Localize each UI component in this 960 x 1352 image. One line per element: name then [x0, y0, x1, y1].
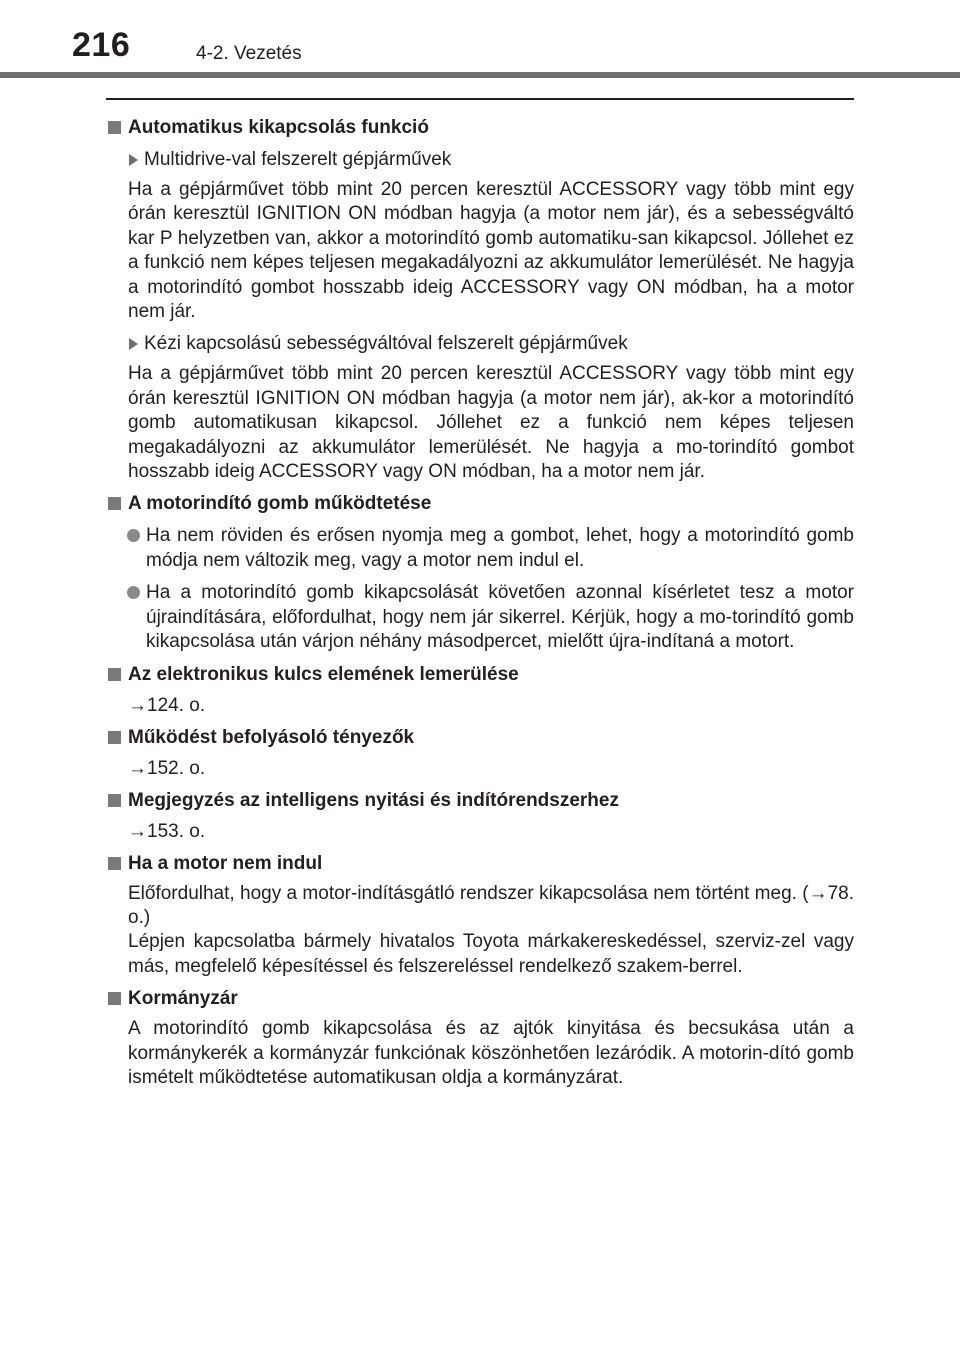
list-item: Ha a motorindító gomb kikapcsolását követően azonnal kísérletet tesz a motor újraindítására, előfordulhat, hogy nem jár sikerrel. Kérjük, hogy a mo-torindító gomb kikapcsolása után várjon néhány másodpercet, mielőtt újra-indítaná a motort. — [106, 581, 854, 654]
sub-heading: Kézi kapcsolású sebességváltóval felszerelt gépjárművek — [106, 332, 854, 356]
circle-bullet-icon — [127, 529, 140, 542]
section-heading: Automatikus kikapcsolás funkció — [106, 116, 854, 140]
section-engine-not-starting — [106, 852, 854, 980]
paragraph: A motorindító gomb kikapcsolása és az ajtók kinyitása és becsukása után a kormánykerék a kormányzár funkciónak köszönhetően lezáródik. A motorin-dító gomb ismételt működtetése automatikusan oldja a kormányzárat. — [128, 1018, 854, 1088]
section-title: 4-2. Vezetés — [196, 43, 302, 64]
page-reference: →153. o. — [128, 820, 206, 842]
content-top-rule — [106, 98, 854, 100]
square-bullet-icon — [108, 857, 121, 870]
section-heading: Megjegyzés az intelligens nyitási és indítórendszerhez — [106, 789, 854, 813]
page-content — [106, 108, 854, 1090]
section-key-battery — [106, 663, 854, 718]
page-reference: →152. o. — [128, 757, 206, 779]
circle-bullet-icon — [127, 586, 140, 599]
square-bullet-icon — [108, 794, 121, 807]
section-heading: Működést befolyásoló tényezők — [106, 726, 854, 750]
list-item: Ha nem röviden és erősen nyomja meg a gombot, lehet, hogy a motorindító gomb módja nem változik meg, vagy a motor nem indul el. — [106, 524, 854, 573]
paragraph: Ha a gépjárművet több mint 20 percen keresztül ACCESSORY vagy több mint egy órán keresztül IGNITION ON módban hagyja (a motor nem jár), és a sebességváltó kar P helyzetben van, akkor a motorindító gomb automatiku-san kikapcsol. Jóllehet ez a funkció nem képes teljesen megakadályozni az akkumulátor lemerülését. Ne hagyja a motorindító gombot hosszabb ideig ACCESSORY vagy ON módban, ha a motor nem jár. — [128, 179, 854, 323]
section-heading: Ha a motor nem indul — [106, 852, 854, 876]
page-reference: →124. o. — [128, 694, 206, 716]
sub-heading: Multidrive-val felszerelt gépjárművek — [106, 148, 854, 172]
section-heading: Kormányzár — [106, 987, 854, 1011]
page-header — [0, 0, 960, 80]
paragraph: Ha a gépjárművet több mint 20 percen keresztül ACCESSORY vagy több mint egy órán keresztül IGNITION ON módban hagyja (a motor nem jár), ak-kor a motorindító gomb automatikusan kikapcsol. Jóllehet ez a funkció nem képes teljesen megakadályozni az akkumulátor lemerülését. Ne hagyja a mo-torindító gombot hosszabb ideig ACCESSORY vagy ON módban, ha a motor nem jár. — [128, 363, 854, 483]
section-affecting-factors — [106, 726, 854, 781]
paragraph: Lépjen kapcsolatba bármely hivatalos Toyota márkakereskedéssel, szerviz-zel vagy más, megfelelő képesítéssel és felszereléssel rendelkező szakem-berrel. — [128, 931, 854, 977]
square-bullet-icon — [108, 992, 121, 1005]
section-steering-lock — [106, 987, 854, 1090]
header-rule — [0, 72, 960, 78]
square-bullet-icon — [108, 497, 121, 510]
section-smart-entry-note — [106, 789, 854, 844]
triangle-bullet-icon — [129, 154, 138, 166]
square-bullet-icon — [108, 668, 121, 681]
section-start-button-operation — [106, 492, 854, 654]
section-heading: A motorindító gomb működtetése — [106, 492, 854, 516]
square-bullet-icon — [108, 121, 121, 134]
page-number: 216 — [72, 26, 131, 64]
section-auto-off — [106, 116, 854, 484]
paragraph: Előfordulhat, hogy a motor-indításgátló rendszer kikapcsolása nem történt meg. (→78. o.) — [128, 882, 854, 928]
square-bullet-icon — [108, 731, 121, 744]
section-heading: Az elektronikus kulcs elemének lemerülése — [106, 663, 854, 687]
triangle-bullet-icon — [129, 338, 138, 350]
